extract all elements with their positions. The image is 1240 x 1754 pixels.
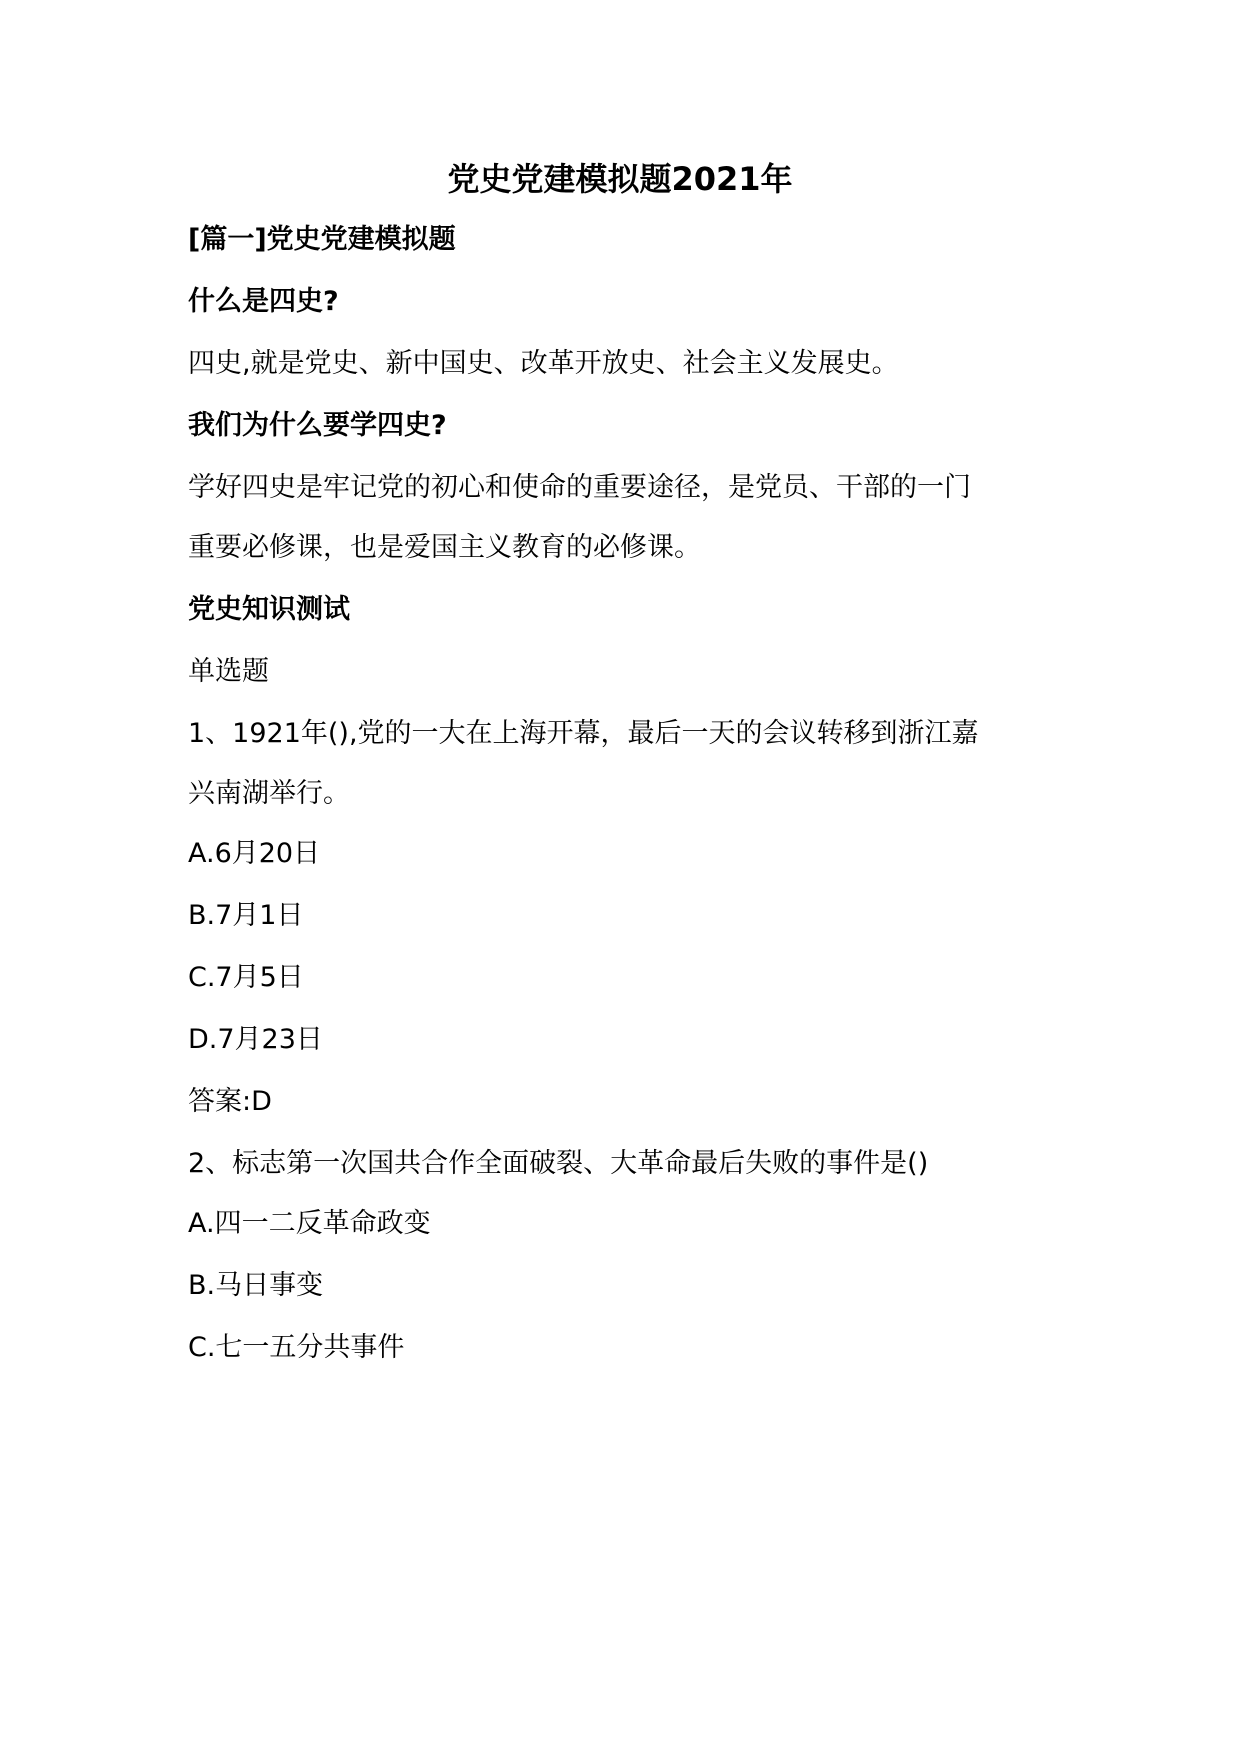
question-1-option-d: D.7月23日 — [188, 1024, 323, 1055]
question-1-option-c: C.7月5日 — [188, 962, 304, 993]
section-heading: [篇一]党史党建模拟题 — [188, 224, 456, 255]
quiz-heading: 党史知识测试 — [188, 594, 350, 625]
answer-paragraph-why-line2: 重要必修课，也是爱国主义教育的必修课。 — [188, 532, 701, 563]
question-1-option-a: A.6月20日 — [188, 838, 321, 869]
question-1-stem-line1: 1、1921年(),党的一大在上海开幕，最后一天的会议转移到浙江嘉 — [188, 718, 979, 749]
question-2-stem-line1: 2、标志第一次国共合作全面破裂、大革命最后失败的事件是() — [188, 1148, 929, 1179]
answer-paragraph-why-line1: 学好四史是牢记党的初心和使命的重要途径，是党员、干部的一门 — [188, 472, 971, 503]
question-heading-why: 我们为什么要学四史? — [188, 410, 447, 441]
document-title: 党史党建模拟题2021年 — [447, 160, 793, 198]
question-2-option-b: B.马日事变 — [188, 1270, 324, 1301]
question-1-option-b: B.7月1日 — [188, 900, 304, 931]
question-2-option-a: A.四一二反革命政变 — [188, 1208, 431, 1239]
question-heading-what: 什么是四史? — [188, 286, 339, 317]
question-2-option-c: C.七一五分共事件 — [188, 1332, 405, 1363]
question-1-stem-line2: 兴南湖举行。 — [188, 778, 350, 809]
quiz-type-label: 单选题 — [188, 656, 269, 687]
answer-paragraph-what: 四史,就是党史、新中国史、改革开放史、社会主义发展史。 — [188, 348, 899, 379]
question-1-answer: 答案:D — [188, 1086, 272, 1117]
